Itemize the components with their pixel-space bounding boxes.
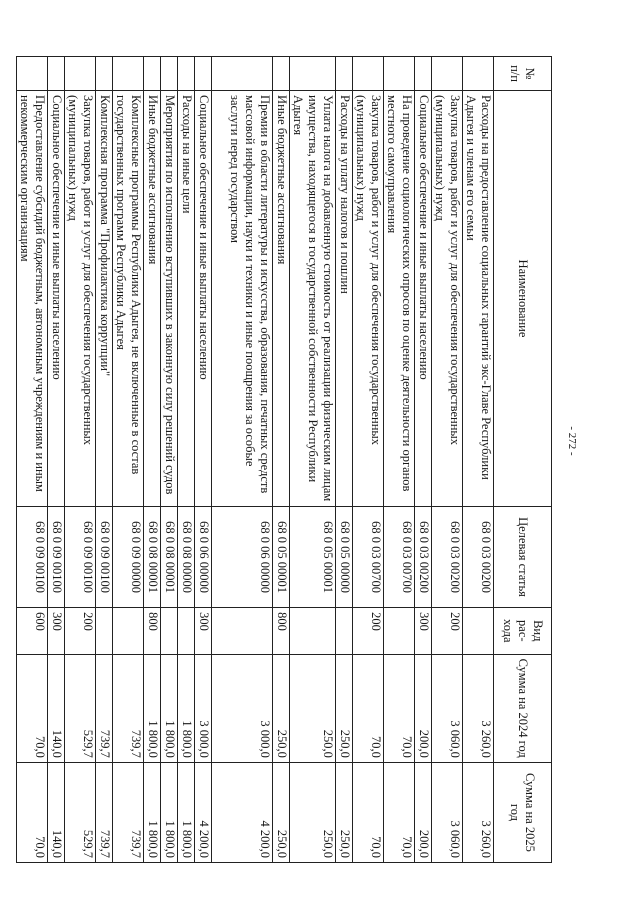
cell-num [212, 57, 273, 91]
cell-num [290, 57, 336, 91]
cell-sum-2024: 1 800,0 [144, 654, 161, 762]
cell-sum-2025: 140,0 [48, 762, 65, 862]
cell-expense-type [113, 608, 144, 654]
cell-name: Закупка товаров, работ и услуг для обеспечения государственных (муниципальных) нужд [432, 91, 463, 507]
cell-name: Иные бюджетные ассигнования [144, 91, 161, 507]
cell-num [113, 57, 144, 91]
header-vid: Вид рас-хода [494, 608, 552, 654]
cell-name: Премии в области литературы и искусства, образования, печатных средств массовой информации, науки и техники и иные поощрения за особые заслуги перед государством [212, 91, 273, 507]
cell-code: 68 0 09 00100 [65, 506, 96, 607]
cell-num [273, 57, 290, 91]
budget-table [16, 56, 552, 863]
cell-sum-2024: 739,7 [113, 654, 144, 762]
cell-expense-type: 200 [432, 608, 463, 654]
cell-name: Расходы на иные цели [178, 91, 195, 507]
cell-code: 68 0 09 00100 [17, 506, 48, 607]
cell-name: Предоставление субсидий бюджетным, автономным учреждениям и иным некоммерческим организациям [17, 91, 48, 507]
cell-sum-2025: 4 200,0 [212, 762, 273, 862]
table-row [384, 57, 415, 863]
cell-num [463, 57, 494, 91]
cell-expense-type [336, 608, 353, 654]
cell-sum-2024: 140,0 [48, 654, 65, 762]
table-row [161, 57, 178, 863]
cell-expense-type: 300 [195, 608, 212, 654]
table-row [415, 57, 432, 863]
cell-code: 68 0 05 00000 [336, 506, 353, 607]
cell-expense-type [384, 608, 415, 654]
table-row [290, 57, 336, 863]
cell-code: 68 0 03 00200 [415, 506, 432, 607]
cell-expense-type [463, 608, 494, 654]
cell-num [432, 57, 463, 91]
cell-num [144, 57, 161, 91]
cell-sum-2025: 70,0 [384, 762, 415, 862]
cell-sum-2025: 250,0 [290, 762, 336, 862]
cell-code: 68 0 06 00000 [212, 506, 273, 607]
cell-name: Комплексная программа "Профилактика коррупции" [96, 91, 113, 507]
table-row [65, 57, 96, 863]
cell-sum-2024: 200,0 [415, 654, 432, 762]
cell-name: Социальное обеспечение и иные выплаты населению [415, 91, 432, 507]
cell-code: 68 0 05 00001 [273, 506, 290, 607]
cell-num [415, 57, 432, 91]
cell-expense-type: 300 [48, 608, 65, 654]
cell-num [336, 57, 353, 91]
cell-sum-2025: 70,0 [17, 762, 48, 862]
cell-sum-2024: 70,0 [17, 654, 48, 762]
table-row [144, 57, 161, 863]
table-row [212, 57, 273, 863]
cell-sum-2025: 250,0 [336, 762, 353, 862]
cell-code: 68 0 08 00001 [161, 506, 178, 607]
cell-sum-2024: 250,0 [290, 654, 336, 762]
cell-sum-2025: 3 060,0 [432, 762, 463, 862]
cell-code: 68 0 03 00700 [353, 506, 384, 607]
table-row [273, 57, 290, 863]
cell-num [353, 57, 384, 91]
cell-code: 68 0 06 00000 [195, 506, 212, 607]
cell-name: Расходы на предоставление социальных гарантий экс-Главе Республики Адыгея и членам его семьи [463, 91, 494, 507]
header-num: № п/п [494, 57, 552, 91]
table-body [17, 57, 494, 863]
cell-expense-type [161, 608, 178, 654]
table-row [336, 57, 353, 863]
header-name: Наименование [494, 91, 552, 507]
cell-num [96, 57, 113, 91]
cell-expense-type [212, 608, 273, 654]
cell-sum-2024: 250,0 [336, 654, 353, 762]
cell-expense-type [96, 608, 113, 654]
table-row [17, 57, 48, 863]
cell-sum-2024: 70,0 [353, 654, 384, 762]
cell-sum-2024: 250,0 [273, 654, 290, 762]
cell-name: Закупка товаров, работ и услуг для обеспечения государственных (муниципальных) нужд [65, 91, 96, 507]
table-row [48, 57, 65, 863]
header-sum-2025: Сумма на 2025 год [494, 762, 552, 862]
cell-name: Уплата налога на добавленную стоимость от реализации физическим лицам имущества, находящегося в государственной собственности Республики Адыгея [290, 91, 336, 507]
cell-sum-2025: 70,0 [353, 762, 384, 862]
cell-expense-type: 800 [273, 608, 290, 654]
cell-name: Иные бюджетные ассигнования [273, 91, 290, 507]
cell-sum-2024: 3 000,0 [212, 654, 273, 762]
cell-sum-2025: 1 800,0 [161, 762, 178, 862]
cell-code: 68 0 03 00200 [463, 506, 494, 607]
cell-sum-2025: 529,7 [65, 762, 96, 862]
cell-name: Комплексные программы Республики Адыгея, не включенные в состав государственных программ Республики Адыгея [113, 91, 144, 507]
table-row [195, 57, 212, 863]
table-row [463, 57, 494, 863]
cell-sum-2024: 1 800,0 [178, 654, 195, 762]
header-code: Целевая статья [494, 506, 552, 607]
cell-expense-type [178, 608, 195, 654]
cell-sum-2025: 4 200,0 [195, 762, 212, 862]
table-row [353, 57, 384, 863]
cell-sum-2025: 1 800,0 [178, 762, 195, 862]
cell-sum-2025: 200,0 [415, 762, 432, 862]
cell-num [195, 57, 212, 91]
cell-name: Социальное обеспечение и иные выплаты населению [48, 91, 65, 507]
header-sum-2024: Сумма на 2024 год [494, 654, 552, 762]
table-row [96, 57, 113, 863]
cell-num [65, 57, 96, 91]
cell-sum-2025: 250,0 [273, 762, 290, 862]
cell-name: На проведение социологических опросов по оценке деятельности органов местного самоуправления [384, 91, 415, 507]
cell-expense-type: 200 [353, 608, 384, 654]
table-row [113, 57, 144, 863]
page-number: - 272 - [566, 426, 578, 456]
cell-expense-type: 200 [65, 608, 96, 654]
cell-code: 68 0 09 00000 [113, 506, 144, 607]
cell-code: 68 0 09 00100 [96, 506, 113, 607]
table-row [178, 57, 195, 863]
cell-sum-2025: 739,7 [96, 762, 113, 862]
cell-name: Мероприятия по исполнению вступивших в законную силу решений судов [161, 91, 178, 507]
cell-name: Расходы на уплату налогов и пошлин [336, 91, 353, 507]
cell-sum-2024: 1 800,0 [161, 654, 178, 762]
cell-code: 68 0 05 00001 [290, 506, 336, 607]
cell-expense-type: 300 [415, 608, 432, 654]
cell-sum-2024: 3 060,0 [432, 654, 463, 762]
cell-num [384, 57, 415, 91]
table-rotated-frame [18, 56, 552, 863]
table-row [432, 57, 463, 863]
cell-sum-2024: 3 000,0 [195, 654, 212, 762]
cell-num [17, 57, 48, 91]
cell-name: Закупка товаров, работ и услуг для обеспечения государственных (муниципальных) нужд [353, 91, 384, 507]
cell-name: Социальное обеспечение и иные выплаты населению [195, 91, 212, 507]
cell-code: 68 0 03 00700 [384, 506, 415, 607]
cell-sum-2024: 3 260,0 [463, 654, 494, 762]
cell-num [48, 57, 65, 91]
cell-expense-type: 600 [17, 608, 48, 654]
cell-sum-2024: 529,7 [65, 654, 96, 762]
table-header-row [494, 57, 552, 863]
cell-code: 68 0 08 00000 [178, 506, 195, 607]
cell-expense-type: 800 [144, 608, 161, 654]
cell-sum-2025: 1 800,0 [144, 762, 161, 862]
cell-code: 68 0 08 00001 [144, 506, 161, 607]
cell-sum-2024: 739,7 [96, 654, 113, 762]
cell-expense-type [290, 608, 336, 654]
cell-code: 68 0 03 00200 [432, 506, 463, 607]
cell-num [178, 57, 195, 91]
cell-sum-2024: 70,0 [384, 654, 415, 762]
cell-num [161, 57, 178, 91]
cell-sum-2025: 3 260,0 [463, 762, 494, 862]
cell-code: 68 0 09 00100 [48, 506, 65, 607]
cell-sum-2025: 739,7 [113, 762, 144, 862]
